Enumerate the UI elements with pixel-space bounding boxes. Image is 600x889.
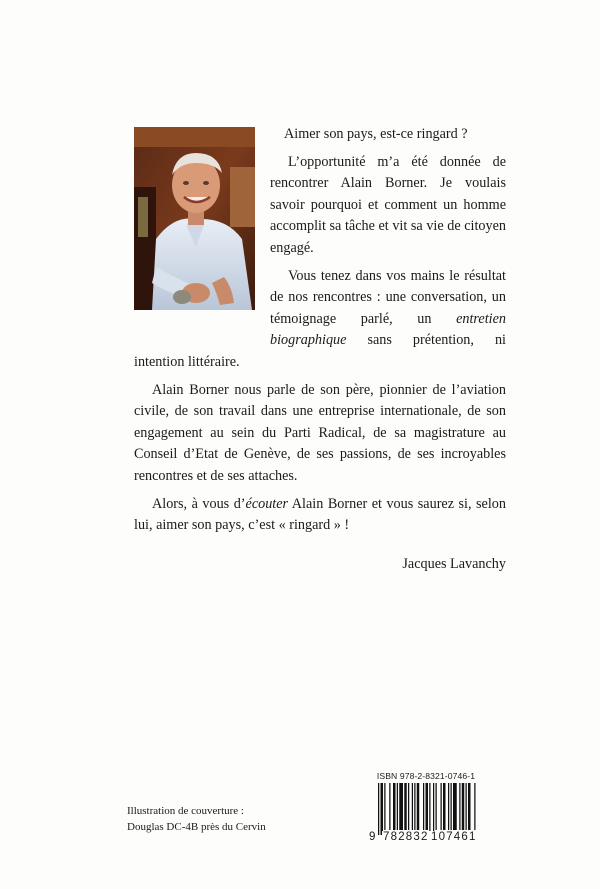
paragraph-5: Alors, à vous d’écouter Alain Borner et vous saurez si, selon lui, aimer son pays, c’est « ringard » ! — [134, 495, 506, 534]
paragraph-1: Aimer son pays, est-ce ringard ? — [284, 126, 468, 142]
ean-first-digit: 9 — [369, 831, 376, 843]
author-signature: Jacques Lavanchy — [402, 556, 506, 572]
isbn-label: ISBN 978-2-8321-0746-1 — [376, 771, 476, 781]
barcode-bar — [441, 783, 442, 830]
barcode-bar — [412, 783, 413, 830]
paragraph-3: Vous tenez dans vos mains le résultat de nos rencontres : une conversation, un témoignage parlé, un entretien biographique sans prétention, ni intention littéraire. — [134, 267, 506, 370]
paragraph-2: L’opportunité m’a été donnée de rencontrer Alain Borner. Je voulais savoir pourquoi et comment un homme accomplit sa tâche et vit sa vie de citoyen engagé. — [270, 153, 506, 256]
barcode-bar — [448, 783, 449, 830]
barcode-bar — [429, 783, 430, 835]
barcode-bar — [423, 783, 424, 830]
back-cover-text — [134, 124, 506, 543]
barcode-bar — [443, 783, 446, 830]
barcode-bars — [368, 783, 484, 835]
barcode-bar — [397, 783, 398, 830]
barcode-bar — [426, 783, 429, 830]
barcode-bar — [378, 783, 379, 835]
ean-right-digits: 107461 — [431, 831, 477, 843]
barcode-bar — [474, 783, 475, 830]
ean-left-digits: 782832 — [383, 831, 429, 843]
barcode-bar — [433, 783, 434, 835]
barcode-bar — [414, 783, 415, 830]
barcode-bar — [451, 783, 452, 830]
barcode-bar — [404, 783, 407, 830]
barcode-bar — [417, 783, 420, 830]
credits-line-1: Illustration de couverture : — [127, 805, 244, 817]
ean-digits — [368, 831, 484, 845]
cover-credits — [127, 803, 266, 835]
barcode-bar — [466, 783, 467, 830]
barcode-bar — [468, 783, 471, 830]
barcode-bar — [381, 783, 384, 835]
barcode-bar — [436, 783, 437, 830]
barcode-bar — [389, 783, 390, 830]
barcode-bar — [459, 783, 460, 830]
emphasis-ecouter: écouter — [245, 495, 289, 512]
barcode-bar — [408, 783, 409, 830]
barcode-bar — [399, 783, 403, 830]
barcode-bar — [393, 783, 396, 830]
credits-line-2: Douglas DC-4B près du Cervin — [127, 821, 266, 833]
barcode-bar — [453, 783, 457, 830]
isbn-barcode — [368, 771, 484, 847]
paragraph-4: Alain Borner nous parle de son père, pionnier de l’aviation civile, de son travail dans une entreprise internationale, de son engagement au sein du Parti Radical, de sa magistrature au Conseil d’Etat de Genève, de ses passions, de ses incroyables rencontres et de ses attaches. — [134, 381, 506, 484]
barcode-bar — [384, 783, 385, 830]
emphasis-entretien: entretien biographique — [270, 310, 506, 349]
barcode-bar — [462, 783, 465, 830]
